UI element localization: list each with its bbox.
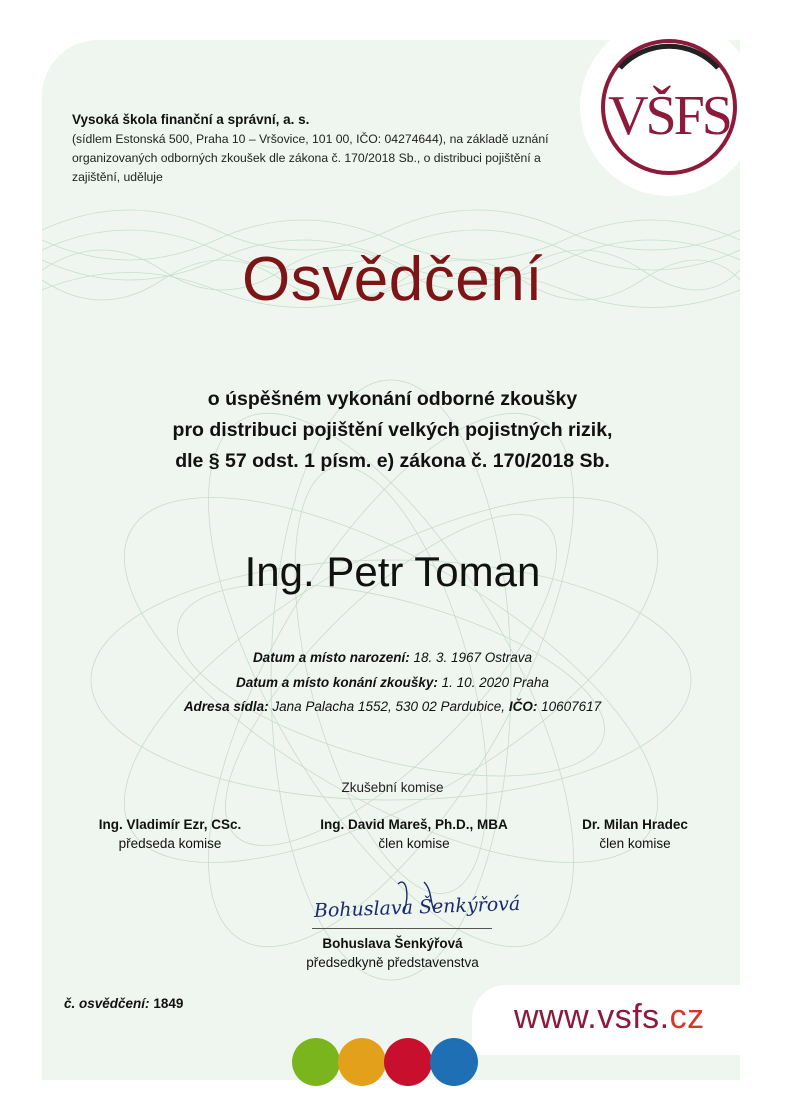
committee-member <box>80 815 260 853</box>
ico-value: 10607617 <box>541 699 602 714</box>
ico-label: IČO: <box>508 699 538 714</box>
member-name: Ing. David Mareš, Ph.D., MBA <box>320 817 508 832</box>
holder-facts <box>0 646 785 720</box>
svg-text:Bohuslava Šenkýřová: Bohuslava Šenkýřová <box>313 892 521 923</box>
website-tld: cz <box>669 998 705 1036</box>
exam-value: 1. 10. 2020 Praha <box>441 674 549 690</box>
certificate-number-value: 1849 <box>153 996 184 1011</box>
brand-dot-green <box>292 1038 340 1086</box>
address-label: Adresa sídla: <box>183 699 269 714</box>
svg-text:VŠFS: VŠFS <box>608 85 730 147</box>
brand-dot-red <box>384 1038 432 1086</box>
birth-row <box>0 646 785 671</box>
exam-label: Datum a místo konání zkoušky: <box>236 674 438 690</box>
vsfs-logo-icon <box>590 28 748 186</box>
member-role: člen komise <box>599 836 671 851</box>
birth-value: 18. 3. 1967 Ostrava <box>413 650 533 665</box>
brand-dot-orange <box>338 1038 386 1086</box>
subtitle-line: pro distribuci pojištění velkých pojistných rizik, <box>172 419 613 441</box>
subtitle-line: dle § 57 odst. 1 písm. e) zákona č. 170/2018 Sb. <box>175 450 610 472</box>
birth-label: Datum a místo narození: <box>252 650 410 665</box>
certificate-subtitle <box>0 384 785 477</box>
chair-name: Bohuslava Šenkýřová <box>322 936 463 951</box>
chair-block <box>0 934 785 972</box>
holder-name: Ing. Petr Toman <box>244 548 541 595</box>
committee-title: Zkušební komise <box>341 780 444 795</box>
certificate-title: Osvědčení <box>242 245 543 314</box>
member-name: Dr. Milan Hradec <box>582 817 688 832</box>
issuer-name: Vysoká škola finanční a správní, a. s. <box>72 112 310 127</box>
chair-signature <box>306 872 521 932</box>
member-role: člen komise <box>378 836 450 851</box>
committee-member <box>560 815 710 853</box>
issuer-detail: (sídlem Estonská 500, Praha 10 – Vršovice, 101 00, IČO: 04274644), na základě uznání organizovaných odborných zkoušek dle zákona č. 170/2018 Sb., o distribuci pojištění a zajištění, uděluje <box>72 132 549 184</box>
chair-role: předsedkyně představenstva <box>306 955 479 970</box>
committee-member <box>298 815 530 853</box>
subtitle-line: o úspěšném vykonání odborné zkoušky <box>207 388 578 410</box>
address-row <box>0 695 785 720</box>
brand-dots <box>290 1040 480 1080</box>
certificate-number <box>64 996 183 1011</box>
exam-row <box>0 671 785 696</box>
website-main: www.vsfs. <box>514 998 670 1036</box>
website-link[interactable] <box>514 998 705 1037</box>
address-value: Jana Palacha 1552, 530 02 Pardubice, <box>272 699 506 714</box>
member-role: předseda komise <box>118 836 222 851</box>
certificate-number-label: č. osvědčení: <box>64 996 150 1011</box>
member-name: Ing. Vladimír Ezr, CSc. <box>98 817 242 832</box>
brand-dot-blue <box>430 1038 478 1086</box>
signature-line <box>312 928 492 929</box>
